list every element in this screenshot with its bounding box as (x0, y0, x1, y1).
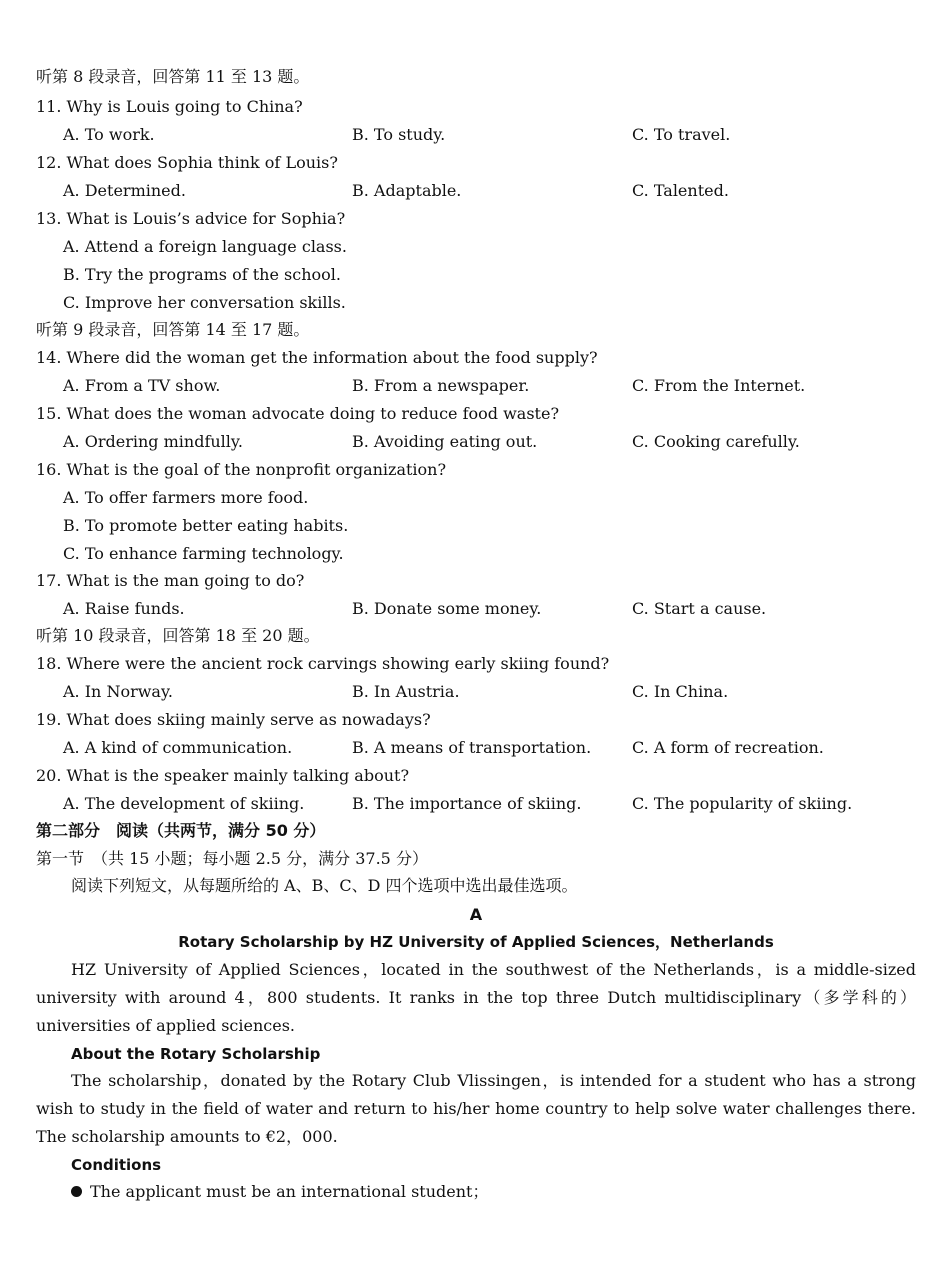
question-11: 11. Why is Louis going to China? (36, 97, 303, 116)
question-17: 17. What is the man going to do? (36, 571, 305, 590)
section-9-instruction: 听第 9 段录音，回答第 14 至 17 题。 (36, 320, 310, 339)
passage-letter: A (469, 905, 483, 924)
question-15: 15. What does the woman advocate doing to reduce food waste? (36, 404, 560, 423)
bullet-icon (71, 1186, 82, 1197)
passage-paragraph-2: The scholarship，donated by the Rotary Club Vlissingen，is intended for a student who has a strong wish to study in the field of water and return to his/her home country to help solve water challenges there. The scholarship amounts to €2，000. (36, 1071, 916, 1146)
section-10-instruction: 听第 10 段录音，回答第 18 至 20 题。 (36, 626, 320, 645)
passage-paragraph-1: HZ University of Applied Sciences，located in the southwest of the Netherlands，is a middle-sized university with around 4，800 students. It ranks in the top three Dutch multidisciplinary（多学科的）universities of applied sciences. (36, 960, 916, 1035)
option-c[interactable]: C. To enhance farming technology. (63, 544, 344, 563)
option-b[interactable]: B. From a newspaper. (352, 376, 530, 395)
option-b[interactable]: B. Adaptable. (352, 181, 462, 200)
heading-about: About the Rotary Scholarship (71, 1045, 321, 1063)
option-a[interactable]: A. Determined. (63, 181, 186, 200)
option-a[interactable]: A. Ordering mindfully. (63, 432, 243, 451)
option-a[interactable]: A. To offer farmers more food. (63, 488, 309, 507)
reading-instruction: 阅读下列短文，从每题所给的 A、B、C、D 四个选项中选出最佳选项。 (71, 876, 578, 895)
option-c[interactable]: C. Improve her conversation skills. (63, 293, 346, 312)
option-b[interactable]: B. Avoiding eating out. (352, 432, 538, 451)
option-a[interactable]: A. Raise funds. (63, 599, 185, 618)
option-a[interactable]: A. A kind of communication. (63, 738, 293, 757)
option-a[interactable]: A. Attend a foreign language class. (63, 237, 347, 256)
option-b[interactable]: B. To study. (352, 125, 446, 144)
question-13: 13. What is Louis’s advice for Sophia? (36, 209, 346, 228)
option-b[interactable]: B. Donate some money. (352, 599, 542, 618)
heading-conditions: Conditions (71, 1156, 162, 1174)
option-c[interactable]: C. In China. (632, 682, 729, 701)
option-c[interactable]: C. To travel. (632, 125, 731, 144)
option-c[interactable]: C. A form of recreation. (632, 738, 824, 757)
question-16: 16. What is the goal of the nonprofit organization? (36, 460, 447, 479)
option-c[interactable]: C. Start a cause. (632, 599, 767, 618)
option-b[interactable]: B. A means of transportation. (352, 738, 592, 757)
option-b[interactable]: B. In Austria. (352, 682, 460, 701)
option-c[interactable]: C. Cooking carefully. (632, 432, 800, 451)
option-b[interactable]: B. To promote better eating habits. (63, 516, 349, 535)
passage-title: Rotary Scholarship by HZ University of Applied Sciences，Netherlands (178, 933, 774, 951)
option-a[interactable]: A. In Norway. (63, 682, 173, 701)
option-a[interactable]: A. From a TV show. (63, 376, 221, 395)
option-b[interactable]: B. Try the programs of the school. (63, 265, 341, 284)
option-c[interactable]: C. Talented. (632, 181, 729, 200)
question-19: 19. What does skiing mainly serve as nowadays? (36, 710, 431, 729)
section-8-instruction: 听第 8 段录音，回答第 11 至 13 题。 (36, 67, 310, 86)
section-one-title: 第一节 （共 15 小题；每小题 2.5 分，满分 37.5 分） (36, 849, 428, 868)
option-c[interactable]: C. From the Internet. (632, 376, 806, 395)
question-14: 14. Where did the woman get the information about the food supply? (36, 348, 598, 367)
condition-text: The applicant must be an international student； (90, 1182, 489, 1201)
question-12: 12. What does Sophia think of Louis? (36, 153, 338, 172)
question-20: 20. What is the speaker mainly talking about? (36, 766, 410, 785)
question-18: 18. Where were the ancient rock carvings showing early skiing found? (36, 654, 610, 673)
option-a[interactable]: A. The development of skiing. (63, 794, 305, 813)
option-b[interactable]: B. The importance of skiing. (352, 794, 582, 813)
condition-item (36, 1180, 916, 1204)
option-a[interactable]: A. To work. (63, 125, 155, 144)
part-two-title: 第二部分 阅读（共两节，满分 50 分） (36, 821, 326, 840)
option-c[interactable]: C. The popularity of skiing. (632, 794, 853, 813)
